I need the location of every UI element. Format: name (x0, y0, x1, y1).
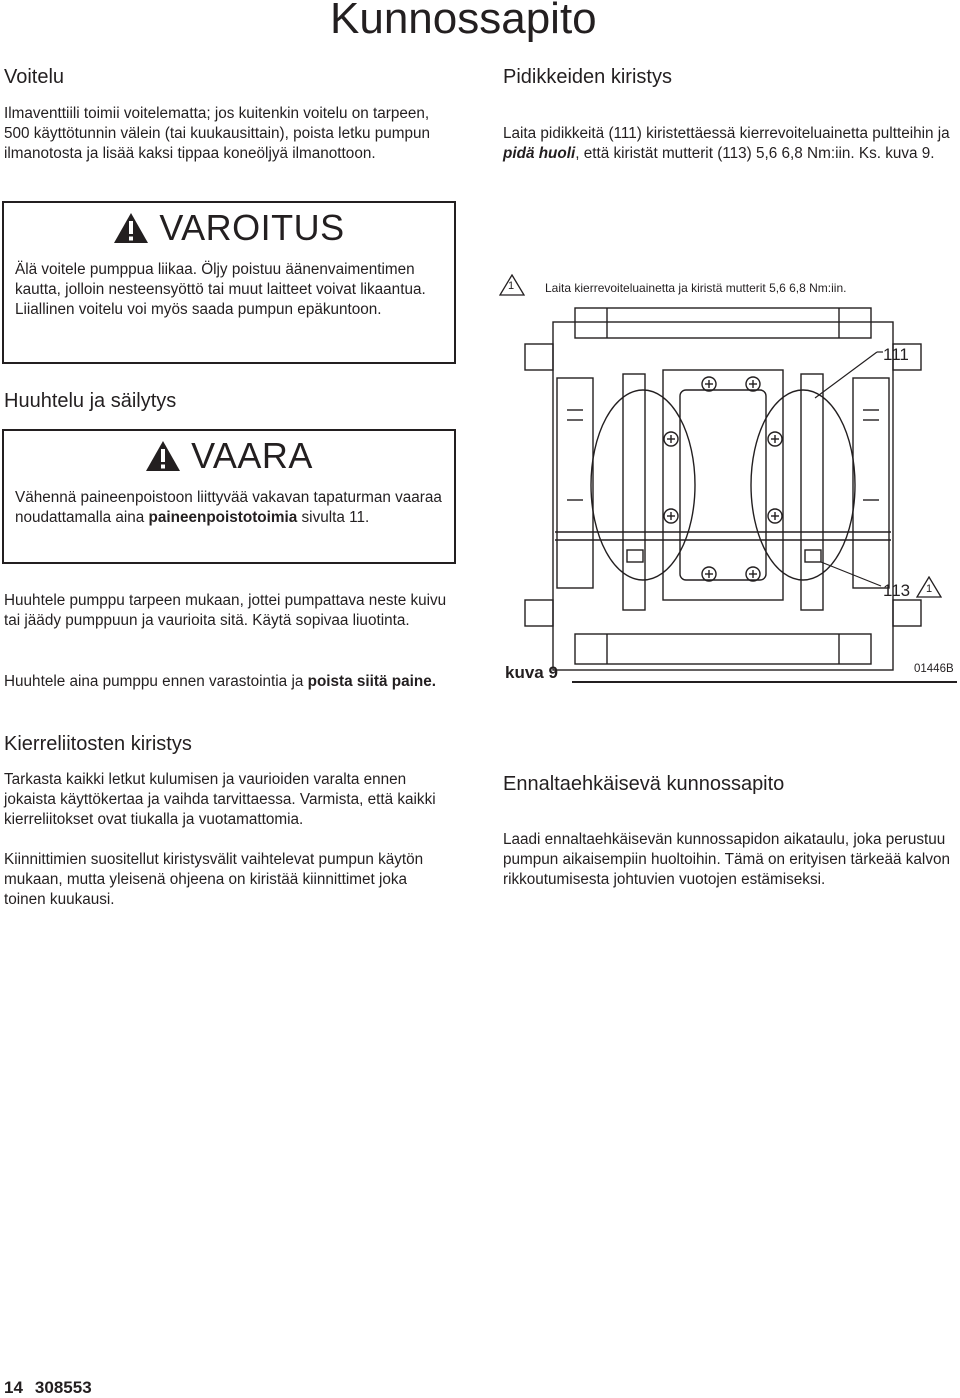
huuhtelu-para2: Huuhtele aina pumppu ennen varastointia ja poista siitä paine. (4, 673, 436, 690)
kierre-para2: Kiinnittimien suositellut kiristysvälit vaihtelevat pumpun käytön mukaan, mutta yleisenä ohjeena on kiristää kiinnittimet joka toinen kuukausi. (4, 851, 424, 908)
page-footer (4, 1378, 104, 1398)
ennalta-heading: Ennaltaehkäisevä kunnossapito (503, 773, 785, 795)
danger-triangle-icon (145, 440, 181, 472)
note-number: 1 (508, 280, 515, 292)
warning-triangle-icon (113, 212, 149, 244)
voitelu-heading: Voitelu (4, 66, 65, 88)
pidikkeet-heading: Pidikkeiden kiristys (503, 66, 672, 88)
warning-header (4, 203, 454, 253)
kierre-para1: Tarkasta kaikki letkut kulumisen ja vaurioiden varalta ennen jokaista käyttökertaa ja vaihda tarvittaessa. Varmista, että kaikki kierreliitokset ovat tiukalla ja vuotamattomia. (4, 771, 436, 828)
pidikkeet-text: Laita pidikkeitä (111) kiristettäessä kierrevoiteluainetta pultteihin ja pidä huoli, että kiristät mutterit (113) 5,6 6,8 Nm:iin. Ks. kuva 9. (503, 125, 950, 162)
ennalta-text: Laadi ennaltaehkäisevän kunnossapidon aikataulu, joka perustuu pumpun aikaisempiin huoltoihin. Tämä on erityisen tärkeää kalvon rikkoutumisesta johtuvien vuotojen estämiseksi. (503, 831, 950, 888)
danger-text: Vähennä paineenpoistoon liittyvää vakavan tapaturman vaaraa noudattamalla aina paineenpoistotoimia sivulta 11. (15, 489, 442, 526)
label-113-note-number: 1 (926, 583, 933, 595)
figure-caption: kuva 9 (505, 663, 558, 682)
danger-box (2, 429, 456, 564)
kierre-heading: Kierreliitosten kiristys (4, 733, 192, 755)
label-111: 111 (883, 345, 909, 364)
note-text: Laita kierrevoiteluainetta ja kiristä mutterit 5,6 6,8 Nm:iin. (545, 281, 847, 295)
danger-header (4, 433, 454, 479)
caption-rule (572, 681, 957, 683)
page-title: Kunnossapito (330, 0, 597, 43)
voitelu-text: Ilmaventtiili toimii voitelematta; jos kuitenkin voitelu on tarpeen, 500 käyttötunnin välein (tai kuukausittain), poista letku pumpun ilmanotosta ja lisää kaksi tippaa koneöljyä ilmanottoon. (4, 105, 431, 162)
figure-code: 01446B (914, 663, 954, 675)
warning-box (2, 201, 456, 364)
doc-number: 308553 (34, 1378, 92, 1397)
huuhtelu-heading: Huuhtelu ja säilytys (4, 390, 177, 412)
label-113: 113 (883, 581, 911, 600)
warning-text: Älä voitele pumppua liikaa. Öljy poistuu äänenvaimentimen kautta, jolloin nesteensyöttö tai muut laitteet voivat likaantua. Liiallinen voitelu voi myös saada pumpun epäkuntoon. (15, 261, 426, 318)
huuhtelu-para1: Huuhtele pumppu tarpeen mukaan, jottei pumpattava neste kuivu tai jäädy pumppuun ja vaurioita sitä. Käytä sopivaa liuotinta. (4, 592, 447, 629)
page-number: 14 (4, 1378, 23, 1397)
danger-title: VAARA (191, 435, 313, 476)
warning-title: VAROITUS (159, 207, 345, 248)
